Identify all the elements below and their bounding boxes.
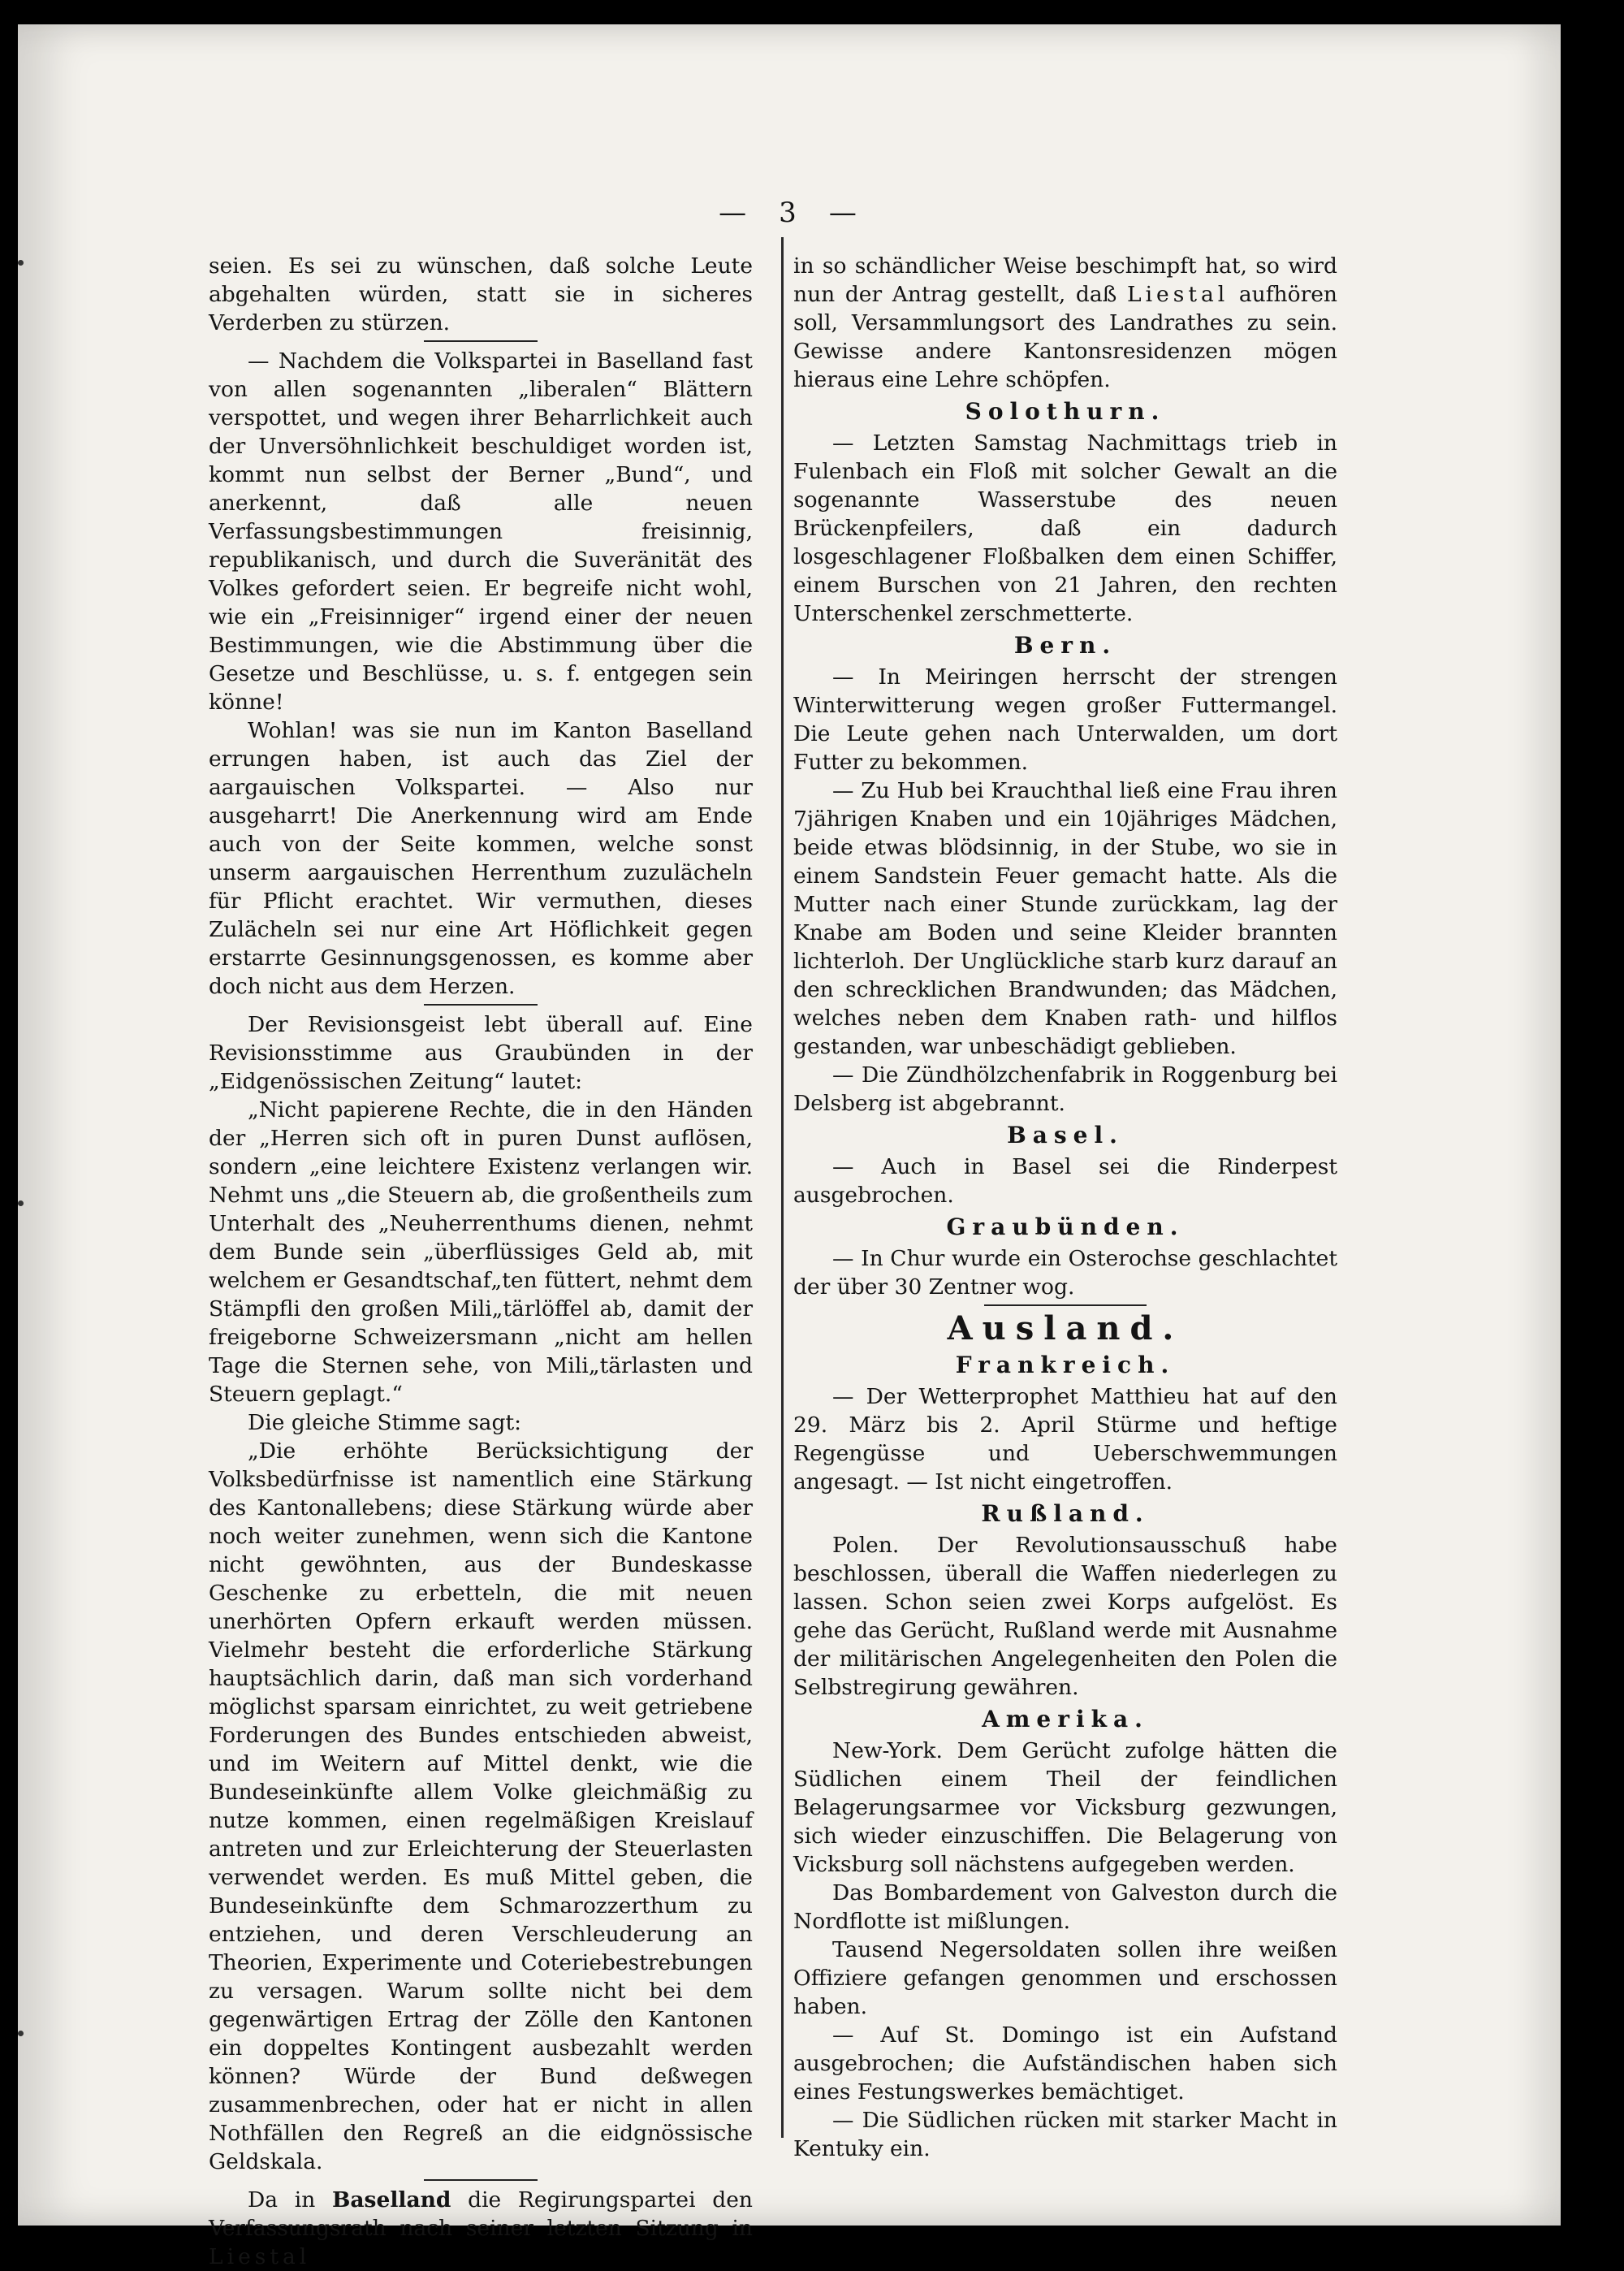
paragraph: Da in Baselland die Regirungspartei den Verfassungsrath nach seiner letzten Sitzung in Liestal [209, 2187, 753, 2269]
page-number-value: 3 [779, 197, 800, 229]
paragraph: Die gleiche Stimme sagt: [248, 1410, 522, 1435]
page-number: — 3 — [719, 197, 860, 229]
paragraph: — In Chur wurde ein Osterochse geschlachtet der über 30 Zentner wog. [793, 1246, 1337, 1300]
spaced-place-name: Liestal [1126, 282, 1229, 307]
separator [424, 2179, 538, 2181]
paragraph: — Auch in Basel sei die Rinderpest ausgebrochen. [793, 1154, 1337, 1208]
paragraph: Der Revisionsgeist lebt überall auf. Eine Revisionsstimme aus Graubünden in der „Eidgenössischen Zeitung“ lautet: [209, 1012, 753, 1094]
separator [424, 1004, 538, 1006]
paragraph: — Nachdem die Volkspartei in Baselland fast von allen sogenannten „liberalen“ Blättern verspottet, und wegen ihrer Beharrlichkeit auch der Unversöhnlichkeit beschuldiget worden ist, kommt nun selbst der Berner „Bund“, und anerkennt, daß alle neuen Verfassungsbestimmungen freisinnig, republikanisch, und durch die Suveränität des Volkes gefordert seien. Er begreife nicht wohl, wie ein „Freisinniger“ irgend einer der neuen Bestimmungen, wie die Abstimmung über die Gesetze und Beschlüsse, u. s. f. entgegen sein könne! [209, 348, 753, 715]
quote-paragraph: „Die erhöhte Berücksichtigung der Volksbedürfnisse ist namentlich eine Stärkung des Kantonallebens; diese Stärkung würde aber noch weiter zunehmen, wenn sich die Kantone nicht gewöhnten, aus der Bundeskasse Geschenke zu erbetteln, die mit neuen unerhörten Opfern erkauft werden müssen. Vielmehr besteht die erforderliche Stärkung hauptsächlich darin, daß man sich vorderhand möglichst sparsam einrichtet, zu weit getriebene Forderungen des Bundes entschieden abweist, und im Weitern auf Mittel denkt, wie die Bundeseinkünfte allem Volke gleichmäßig zu nutze kommen, einen regelmäßigen Kreislauf antreten und zur Erleichterung der Steuerlasten verwendet werden. Es muß Mittel geben, die Bundeseinkünfte dem Schmarozzerthum zu entziehen, und deren Verschleuderung an Theorien, Experimente und Coteriebestrebungen zu versagen. Warum sollte nicht bei dem gegenwärtigen Ertrag der Zölle den Kantonen ein doppeltes Kontingent ausbezahlt werden können? Würde der Bund deßwegen zusammenbrechen, oder hat er nicht in allen Nothfällen den Regreß an die eidgnössische Geldskala. [209, 1438, 753, 2174]
binding-hole [18, 2031, 24, 2036]
paragraph: — Die Zündhölzchenfabrik in Roggenburg bei Delsberg ist abgebrannt. [793, 1062, 1337, 1116]
paragraph: in so schändlicher Weise beschimpft hat, so wird nun der Antrag gestellt, daß Liestal aufhören soll, Versammlungsort des Landrathes zu sein. Gewisse andere Kantonsresidenzen mögen hieraus eine Lehre schöpfen. [793, 253, 1338, 392]
heading-graubuenden: Graubünden. [946, 1213, 1185, 1240]
paragraph: New-York. Dem Gerücht zufolge hätten die Südlichen einem Theil der feindlichen Belagerungsarmee vor Vicksburg gezwungen, sich wieder einzuschiffen. Die Belagerung von Vicksburg soll nächstens aufgegeben werden. [793, 1738, 1337, 1877]
spaced-place-name: Liestal [209, 2244, 311, 2269]
newspaper-page [18, 24, 1561, 2269]
heading-basel: Basel. [1007, 1122, 1124, 1148]
bold-place-name: Baselland [331, 2187, 451, 2213]
paragraph: — In Meiringen herrscht der strengen Winterwitterung wegen großer Futtermangel. Die Leute gehen nach Unterwalden, um dort Futter zu bekommen. [793, 664, 1337, 775]
column-divider [781, 237, 784, 2138]
quote-paragraph: „Nicht papierene Rechte, die in den Händen der „Herren sich oft in puren Dunst auflösen, sondern „eine leichtere Existenz verlangen wir. Nehmt uns „die Steuern ab, die großentheils zum Unterhalt des „Neuherrenthums dienen, nehmt dem Bunde sein „überflüssiges Geld ab, mit welchem er Gesandtschaf„ten füttert, nehmt dem Stämpfli den großen Mili„tärlöffel ab, damit der freigeborne Schweizersmann „nicht am hellen Tage die Sternen sehe, von Mili„tärlasten und Steuern geplagt.“ [209, 1097, 753, 1407]
left-column [209, 252, 753, 2271]
paragraph: Polen. Der Revolutionsausschuß habe beschlossen, überall die Waffen niederlegen zu lassen. Schon seien zwei Korps aufgelöst. Es gehe das Gerücht, Rußland werde mit Ausnahme der militärischen Angelegenheiten den Polen die Selbstregirung gewähren. [793, 1533, 1337, 1700]
binding-hole [18, 1200, 24, 1206]
right-column [793, 252, 1337, 2163]
paragraph: — Die Südlichen rücken mit starker Macht in Kentuky ein. [793, 2108, 1337, 2161]
heading-frankreich: Frankreich. [955, 1352, 1176, 1378]
separator [984, 1304, 1147, 1306]
heading-solothurn: Solothurn. [965, 398, 1166, 425]
paragraph: Das Bombardement von Galveston durch die Nordflotte ist mißlungen. [793, 1880, 1337, 1934]
paragraph: Wohlan! was sie nun im Kanton Baselland errungen haben, ist auch das Ziel der aargauischen Volkspartei. — Also nur ausgeharrt! Die Anerkennung wird am Ende auch von der Seite kommen, welche sonst unserm aargauischen Herrenthum zuzulächeln für Pflicht erachtet. Wir vermuthen, dieses Zulächeln sei nur eine Art Höflichkeit gegen erstarrte Gesinnungsgenossen, es komme aber doch nicht aus dem Herzen. [209, 718, 753, 999]
paragraph: — Letzten Samstag Nachmittags trieb in Fulenbach ein Floß mit solcher Gewalt an die sogenannte Wasserstube des neuen Brückenpfeilers, daß ein dadurch losgeschlagener Floßbalken dem einen Schiffer, einem Burschen von 21 Jahren, den rechten Unterschenkel zerschmetterte. [793, 430, 1337, 626]
heading-russland: Rußland. [981, 1500, 1150, 1527]
heading-bern: Bern. [1013, 632, 1117, 659]
separator [424, 340, 538, 342]
heading-amerika: Amerika. [982, 1706, 1149, 1732]
binding-hole [18, 260, 24, 266]
paragraph: seien. Es sei zu wünschen, daß solche Leute abgehalten würden, statt sie in sicheres Verderben zu stürzen. [209, 253, 753, 335]
paragraph: — Der Wetterprophet Matthieu hat auf den 29. März bis 2. April Stürme und heftige Regengüsse und Ueberschwemmungen angesagt. — Ist nicht eingetroffen. [793, 1384, 1337, 1495]
paragraph: — Auf St. Domingo ist ein Aufstand ausgebrochen; die Aufständischen haben sich eines Festungswerkes bemächtiget. [793, 2022, 1337, 2104]
paragraph: Tausend Negersoldaten sollen ihre weißen Offiziere gefangen genommen und erschossen haben. [793, 1937, 1337, 2019]
heading-ausland: Ausland. [947, 1309, 1184, 1347]
paragraph: — Zu Hub bei Krauchthal ließ eine Frau ihren 7jährigen Knaben und ein 10jähriges Mädchen, beide etwas blödsinnig, in der Stube, wo sie in einem Sandstein Feuer gemacht hatte. Als die Mutter nach einer Stunde zurückkam, lag der Knabe am Boden und seine Kleider brannten lichterloh. Der Unglückliche starb kurz darauf an den schrecklichen Brandwunden; das Mädchen, welches neben dem Knaben rath- und hilflos gestanden, war unbeschädigt geblieben. [793, 778, 1337, 1059]
